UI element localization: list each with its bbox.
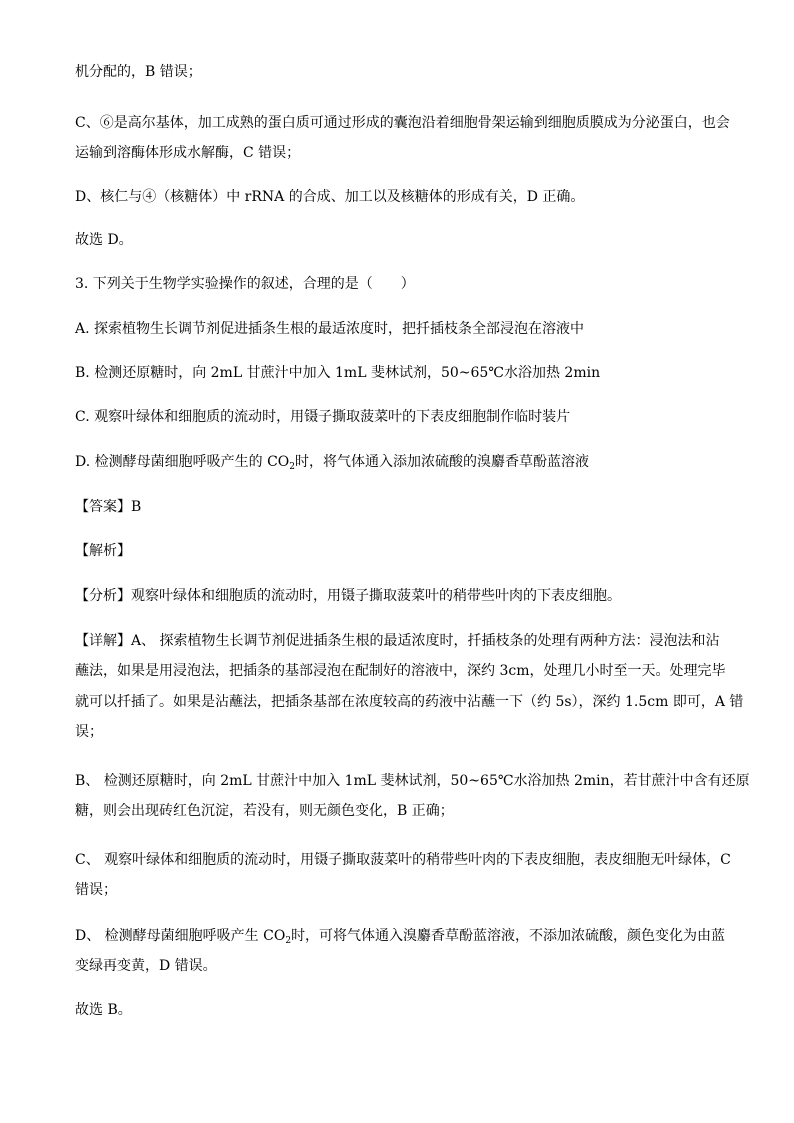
text-line: D、核仁与④（核糖体）中 rRNA 的合成、加工以及核糖体的形成有关，D 正确。 xyxy=(75,189,585,205)
option-d xyxy=(75,452,589,474)
analysis-heading: 【解析】 xyxy=(75,543,131,559)
text-fragment: 时，可将气体通入溴麝香草酚蓝溶液，不添加浓硫酸，颜色变化为由蓝 xyxy=(291,928,726,944)
text-line: 就可以扦插了。如果是沾蘸法，把插条基部在浓度较高的药液中沾蘸一下（约 5s），深约 1.5cm 即可，A 错 xyxy=(75,694,744,710)
text-line: 运输到溶酶体形成水解酶，C 错误； xyxy=(75,145,301,161)
text-line: 机分配的，B 错误； xyxy=(75,64,202,80)
text-line: 糖，则会出现砖红色沉淀，若没有，则无颜色变化，B 正确； xyxy=(75,803,454,819)
text-line: 误； xyxy=(75,724,103,740)
text-line: 蘸法，如果是用浸泡法，把插条的基部浸泡在配制好的溶液中，深约 3cm，处理几小时至一天。处理完毕 xyxy=(75,663,726,679)
option-c: C. 观察叶绿体和细胞质的流动时，用镊子撕取菠菜叶的下表皮细胞制作临时装片 xyxy=(75,409,571,425)
text-line: C、⑥是高尔基体，加工成熟的蛋白质可通过形成的囊泡沿着细胞骨架运输到细胞质膜成为分泌蛋白，也会 xyxy=(75,115,730,131)
option-a: A. 探索植物生长调节剂促进插条生根的最适浓度时，把扦插枝条全部浸泡在溶液中 xyxy=(75,321,585,337)
question-stem: 3. 下列关于生物学实验操作的叙述，合理的是（ ） xyxy=(75,276,415,292)
subscript: 2 xyxy=(285,936,292,946)
text-line: 故选 B。 xyxy=(75,1002,132,1018)
document-page xyxy=(75,0,750,1123)
text-line: B、 检测还原糖时，向 2mL 甘蔗汁中加入 1mL 斐林试剂，50~65℃水浴加热 2min，若甘蔗汁中含有还原 xyxy=(75,773,750,789)
text-line: 变绿再变黄，D 错误。 xyxy=(75,958,217,974)
text-fragment: D、 检测酵母菌细胞呼吸产生 CO xyxy=(75,928,286,944)
text-fragment: D. 检测酵母菌细胞呼吸产生的 CO xyxy=(75,454,290,470)
text-line: 故选 D。 xyxy=(75,232,133,248)
subscript: 2 xyxy=(289,462,295,472)
text-line: C、 观察叶绿体和细胞质的流动时，用镊子撕取菠菜叶的稍带些叶肉的下表皮细胞，表皮细胞无叶绿体，C xyxy=(75,852,731,868)
text-line: 错误； xyxy=(75,882,117,898)
text-line xyxy=(75,926,725,948)
text-fragment: 时，将气体通入添加浓硫酸的溴麝香草酚蓝溶液 xyxy=(295,454,589,470)
option-b: B. 检测还原糖时，向 2mL 甘蔗汁中加入 1mL 斐林试剂，50~65℃水浴加热 2min xyxy=(75,365,601,381)
answer-label: 【答案】B xyxy=(75,499,142,515)
text-line: 【详解】A、 探索植物生长调节剂促进插条生根的最适浓度时，扦插枝条的处理有两种方法：浸泡法和沾 xyxy=(75,633,720,649)
analysis-summary: 【分析】观察叶绿体和细胞质的流动时，用镊子撕取菠菜叶的稍带些叶肉的下表皮细胞。 xyxy=(75,588,621,604)
